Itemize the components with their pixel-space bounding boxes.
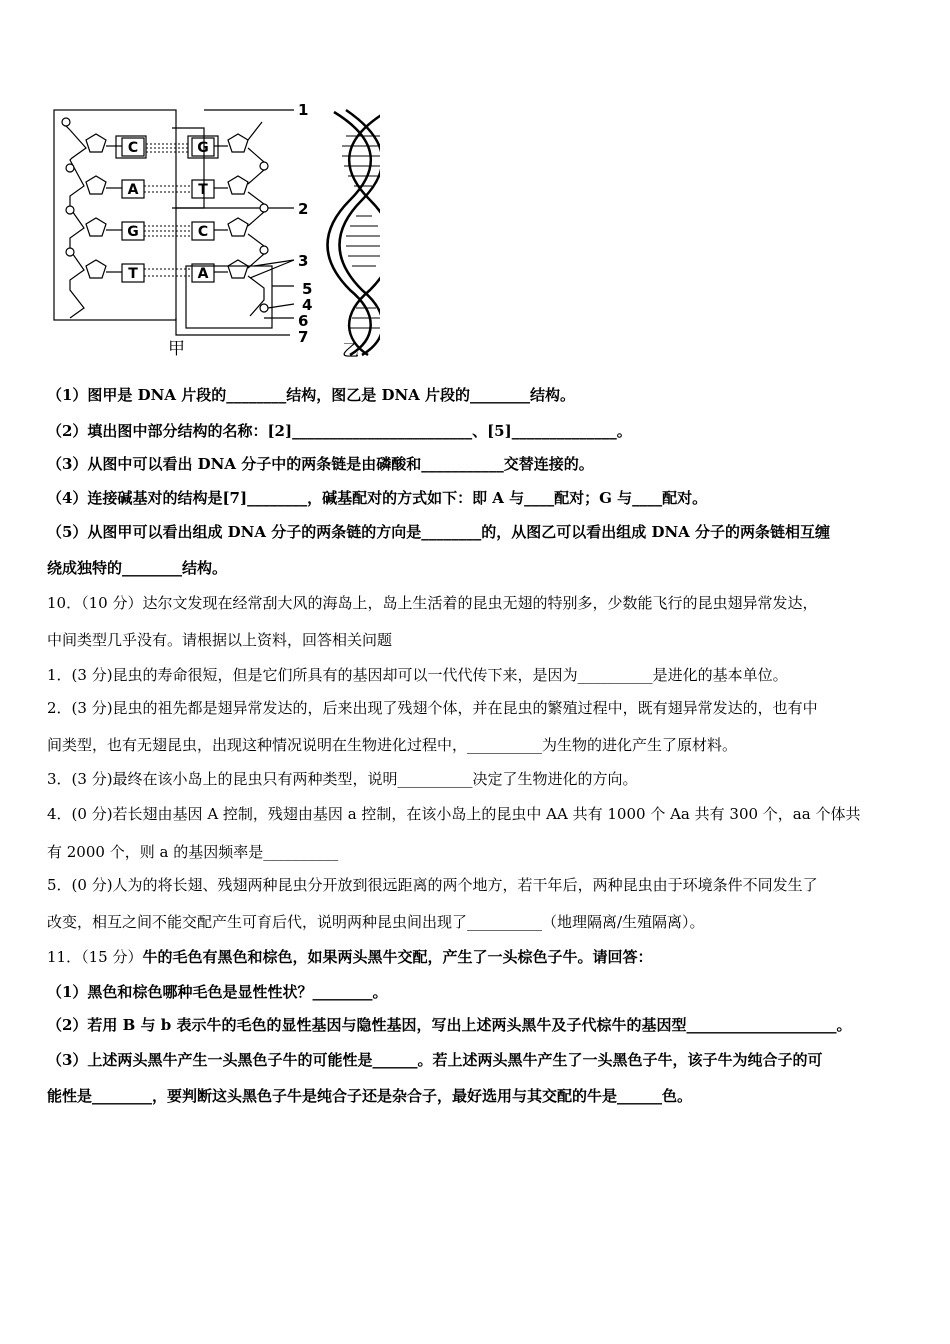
dna-diagram <box>50 100 380 362</box>
base-left-4: T <box>128 266 138 282</box>
label-6: 6 <box>298 312 309 330</box>
label-jia: 甲 <box>168 339 185 359</box>
q10-sub4-line1: 4．(0 分)若长翅由基因 A 控制，残翅由基因 a 控制，在该小岛上的昆虫中 AA 共有 1000 个 Aa 共有 300 个，aa 个体共 <box>47 805 861 823</box>
q10-intro-line2: 中间类型几乎没有。请根据以上资料，回答相关问题 <box>47 631 393 649</box>
left-strand-box <box>54 110 176 320</box>
dna-structure-figure <box>50 100 380 362</box>
q11-part1: （1）黑色和棕色哪种毛色是显性性状？________。 <box>47 983 388 1001</box>
q10-intro-line1: 10．（10 分）达尔文发现在经常刮大风的海岛上，岛上生活着的昆虫无翅的特别多，少数能飞行的昆虫翅异常发达， <box>47 594 818 612</box>
q11-part3-line2: 能性是________，要判断这头黑色子牛是纯合子还是杂合子，最好选用与其交配的牛是______色。 <box>47 1087 693 1105</box>
q11-intro <box>47 947 652 967</box>
base-right-2: T <box>198 182 208 198</box>
label-1: 1 <box>298 101 309 119</box>
base-left-1: C <box>127 140 139 156</box>
q11-part3-line1: （3）上述两头黑牛产生一头黑色子牛的可能性是______。若上述两头黑牛产生了一头黑色子牛，该子牛为纯合子的可 <box>47 1051 823 1069</box>
label-4: 4 <box>302 296 313 314</box>
q9-part5-line2: 绕成独特的________结构。 <box>47 559 228 577</box>
q11-part2: （2）若用 B 与 b 表示牛的毛色的显性基因与隐性基因，写出上述两头黑牛及子代棕牛的基因型____________________。 <box>47 1016 852 1034</box>
label-3: 3 <box>298 252 309 270</box>
q10-sub1: 1．(3 分)昆虫的寿命很短，但是它们所具有的基因却可以一代代传下来，是因为__________是进化的基本单位。 <box>47 666 788 684</box>
q10-sub5-line2: 改变，相互之间不能交配产生可育后代，说明两种昆虫间出现了__________（地理隔离/生殖隔离）。 <box>47 913 705 931</box>
q9-part1: （1）图甲是 DNA 片段的________结构，图乙是 DNA 片段的________结构。 <box>47 386 576 404</box>
q11-number: 11．（15 分） <box>47 948 143 966</box>
base-right-3: C <box>197 224 209 240</box>
bracket-7 <box>176 318 290 335</box>
q10-sub5-line1: 5．(0 分)人为的将长翅、残翅两种昆虫分开放到很远距离的两个地方，若干年后，两种昆虫由于环境条件不同发生了 <box>47 876 818 894</box>
q10-sub2-line1: 2．(3 分)昆虫的祖先都是翅异常发达的，后来出现了残翅个体，并在昆虫的繁殖过程中，既有翅异常发达的，也有中 <box>47 699 818 717</box>
q9-part2: （2）填出图中部分结构的名称：[2]________________________、[5]______________。 <box>47 422 632 440</box>
base-right-1: G <box>197 140 209 156</box>
q10-sub4-line2: 有 2000 个，则 a 的基因频率是__________ <box>47 843 339 861</box>
base-left-2: A <box>127 182 139 198</box>
base-left-3: G <box>127 224 139 240</box>
label-7: 7 <box>298 328 309 346</box>
base-right-4: A <box>197 266 209 282</box>
q9-part4: （4）连接碱基对的结构是[7]________，碱基配对的方式如下：即 A 与____配对；G 与____配对。 <box>47 489 708 507</box>
q9-part5-line1: （5）从图甲可以看出组成 DNA 分子的两条链的方向是________的，从图乙可以看出组成 DNA 分子的两条链相互缠 <box>47 523 831 541</box>
q10-sub2-line2: 间类型，也有无翅昆虫，出现这种情况说明在生物进化过程中，__________为生物的进化产生了原材料。 <box>47 736 738 754</box>
label-5: 5 <box>302 280 313 298</box>
label-2: 2 <box>298 200 309 218</box>
q9-part3: （3）从图中可以看出 DNA 分子中的两条链是由磷酸和___________交替连接的。 <box>47 455 594 473</box>
q10-sub3: 3．(3 分)最终在该小岛上的昆虫只有两种类型，说明__________决定了生物进化的方向。 <box>47 770 638 788</box>
label-yi: 乙 <box>342 341 359 361</box>
q11-intro-text: 牛的毛色有黑色和棕色，如果两头黑牛交配，产生了一头棕色子牛。请回答： <box>142 948 653 966</box>
